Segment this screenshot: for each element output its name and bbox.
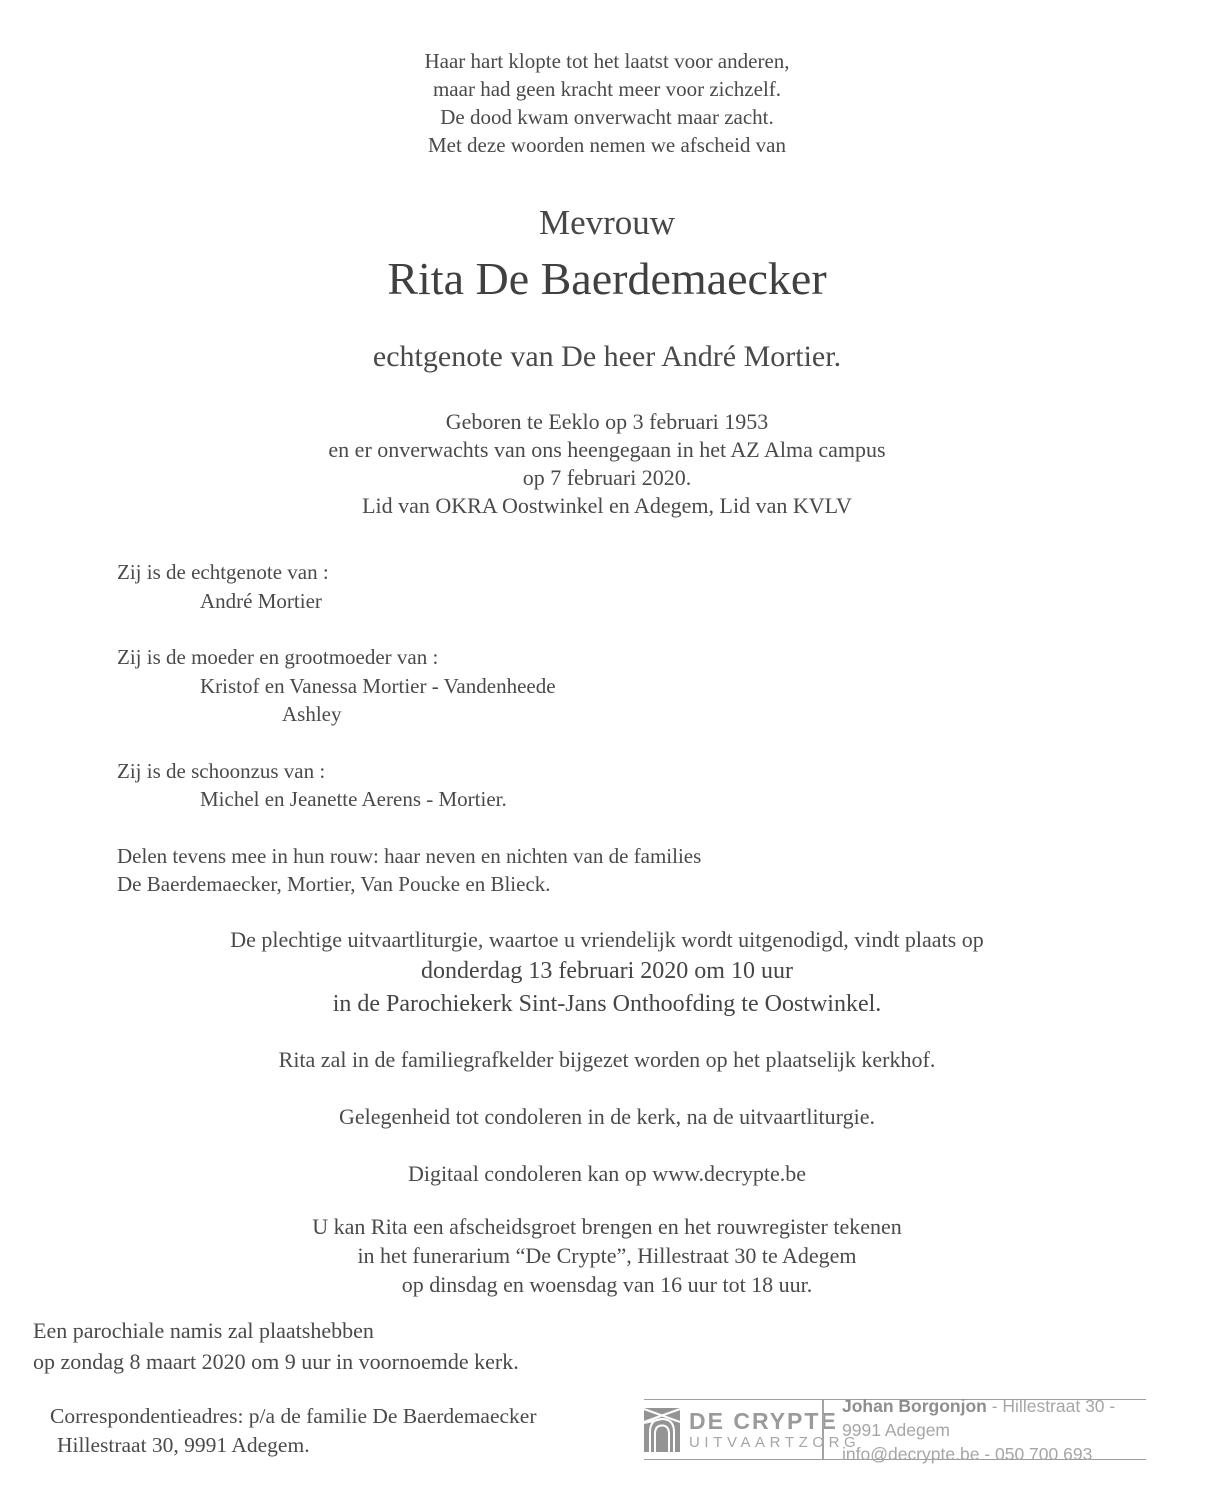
family-relations: [117, 558, 1214, 899]
relation-label: Zij is de schoonzus van :: [117, 758, 326, 783]
visitation-line: U kan Rita een afscheidsgroet brengen en het rouwregister tekenen: [312, 1213, 902, 1239]
crypt-arch-logo-icon: [644, 1408, 680, 1452]
relation-group-inlaws: [117, 757, 1214, 814]
relation-group-extended-family: [117, 842, 1214, 899]
funeral-home-contact: [822, 1395, 1146, 1464]
relation-group-children: [117, 643, 1214, 729]
relation-label: Zij is de moeder en grootmoeder van :: [117, 645, 439, 669]
death-date-line: op 7 februari 2020.: [522, 465, 692, 490]
deceased-name: Rita De Baerdemaecker: [387, 253, 827, 304]
relation-group-spouse: [117, 558, 1214, 615]
memorial-line: Een parochiale namis zal plaatshebben: [33, 1318, 374, 1343]
correspondence-line: Hillestraat 30, 9991 Adegem.: [57, 1433, 310, 1457]
ceremony-intro: De plechtige uitvaartliturgie, waartoe u vriendelijk wordt uitgenodigd, vindt plaats op: [230, 926, 984, 952]
relation-person: Kristof en Vanessa Mortier - Vandenheede: [200, 673, 556, 698]
spouse-line: echtgenote van De heer André Mortier.: [372, 340, 842, 373]
brand-name: DE CRYPTE: [689, 1407, 838, 1434]
burial-note: Rita zal in de familiegrafkelder bijgezet worden op het plaatselijk kerkhof.: [278, 1046, 936, 1072]
relation-label: Zij is de echtgenote van :: [117, 560, 329, 584]
relation-person: André Mortier: [200, 588, 322, 613]
contact-line-address: [842, 1394, 1146, 1442]
visitation-details: [0, 1212, 1214, 1299]
correspondence-address: [50, 1402, 537, 1460]
poem-line: maar had geen kracht meer voor zichzelf.: [432, 77, 782, 101]
condolence-digital-note: Digitaal condoleren kan op www.decrypte.be: [407, 1160, 807, 1186]
relation-label: Delen tevens mee in hun rouw: haar neven en nichten van de families: [117, 843, 702, 868]
relation-person: Michel en Jeanette Aerens - Mortier.: [200, 787, 507, 811]
death-line: en er onverwachts van ons heengegaan in het AZ Alma campus: [328, 437, 886, 462]
membership-line: Lid van OKRA Oostwinkel en Adegem, Lid van KVLV: [362, 493, 852, 518]
brand-subtitle: UITVAARTZORG: [689, 1433, 861, 1451]
visitation-line: op dinsdag en woensdag van 16 uur tot 18 uur.: [401, 1271, 813, 1297]
contact-line-email-phone: info@decrypte.be - 050 700 693: [842, 1443, 1093, 1464]
poem-line: Haar hart klopte tot het laatst voor anderen,: [424, 49, 790, 73]
funeral-home-brand: [644, 1400, 861, 1459]
poem-line: Met deze woorden nemen we afscheid van: [427, 133, 786, 157]
visitation-line: in het funerarium “De Crypte”, Hillestraat 30 te Adegem: [357, 1242, 857, 1268]
birth-line: Geboren te Eeklo op 3 februari 1953: [445, 409, 769, 434]
correspondence-line: Correspondentieadres: p/a de familie De Baerdemaecker: [50, 1404, 537, 1428]
ceremony-datetime: donderdag 13 februari 2020 om 10 uur: [421, 957, 793, 984]
contact-street-address: - Hillestraat 30 - 9991 Adegem: [842, 1395, 1116, 1440]
poem-line: De dood kwam onverwacht maar zacht.: [440, 105, 774, 129]
condolence-church-note: Gelegenheid tot condoleren in de kerk, na de uitvaartliturgie.: [339, 1103, 875, 1129]
relation-person: De Baerdemaecker, Mortier, Van Poucke en Blieck.: [117, 872, 551, 896]
ceremony-location: in de Parochiekerk Sint-Jans Onthoofding te Oostwinkel.: [332, 990, 882, 1017]
memorial-line: op zondag 8 maart 2020 om 9 uur in voornoemde kerk.: [33, 1349, 519, 1374]
salutation: Mevrouw: [538, 203, 676, 242]
life-details: [0, 408, 1214, 520]
contact-person-name: Johan Borgonjon: [842, 1395, 987, 1416]
funeral-home-footer: [644, 1395, 1146, 1464]
opening-poem: [0, 0, 1214, 159]
relation-person: Ashley: [282, 702, 342, 726]
ceremony-details: [0, 925, 1214, 1021]
memorial-mass-details: [33, 1315, 519, 1377]
